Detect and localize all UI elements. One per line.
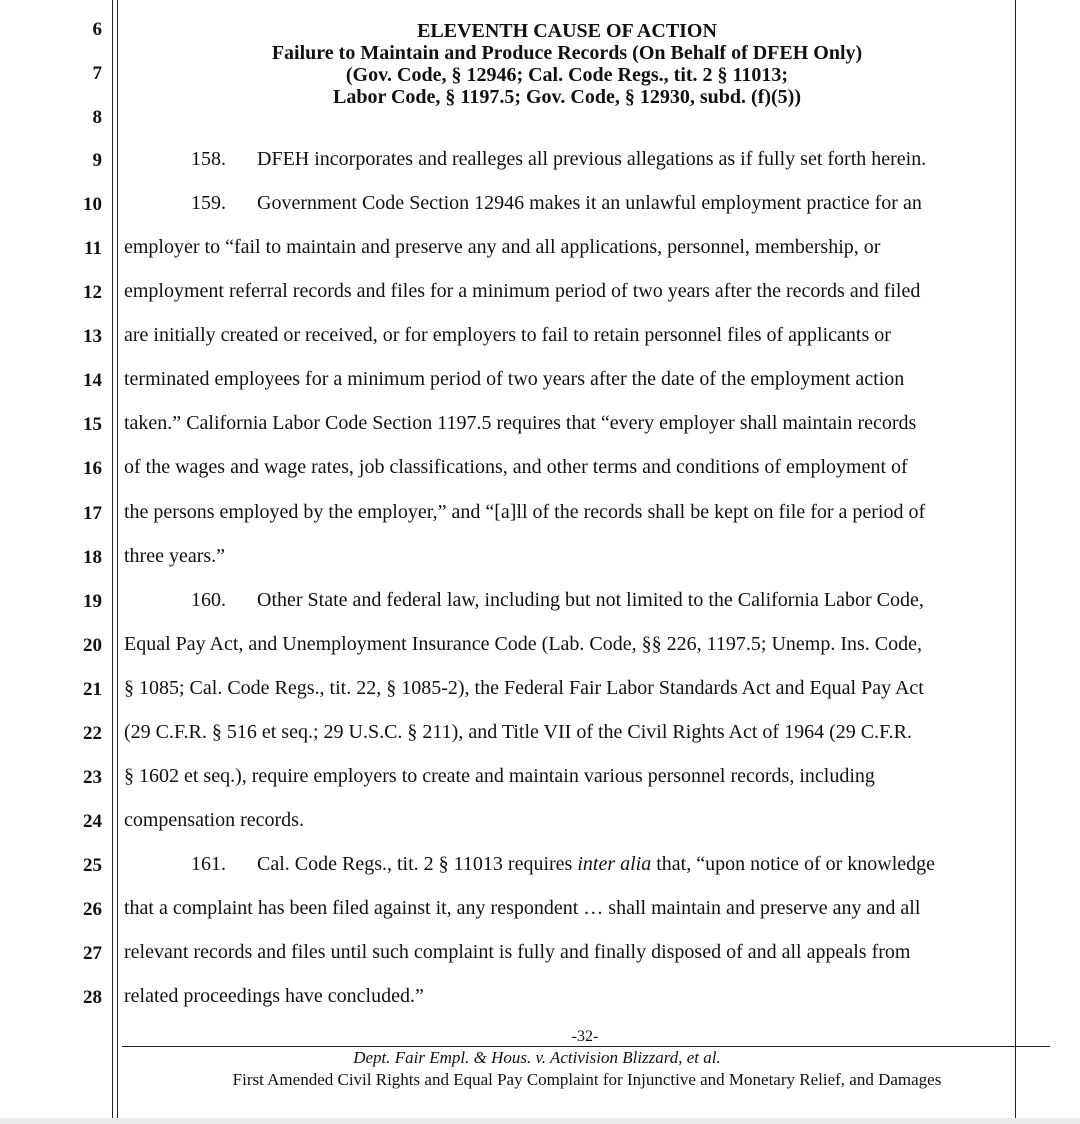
line-number: 13 <box>83 326 102 347</box>
document-title: First Amended Civil Rights and Equal Pay Complaint for Injunctive and Monetary Relief, and Damages <box>232 1070 942 1089</box>
line-number: 23 <box>83 767 102 788</box>
statute-citation-line-2: Labor Code, § 1197.5; Gov. Code, § 12930, subd. (f)(5)) <box>333 86 801 108</box>
paragraph-text-line: § 1085; Cal. Code Regs., tit. 22, § 1085-2), the Federal Fair Labor Standards Act and Equal Pay Act <box>124 677 924 699</box>
line-number: 14 <box>83 370 102 391</box>
line-number: 18 <box>83 547 102 568</box>
paragraph-number: 160. <box>191 589 226 611</box>
statute-citation-line-1: (Gov. Code, § 12946; Cal. Code Regs., tit. 2 § 11013; <box>345 64 789 86</box>
paragraph-text-line: § 1602 et seq.), require employers to create and maintain various personnel records, including <box>124 765 875 787</box>
line-number: 15 <box>83 414 102 435</box>
paragraph-text-line: Equal Pay Act, and Unemployment Insurance Code (Lab. Code, §§ 226, 1197.5; Unemp. Ins. Code, <box>124 633 922 655</box>
paragraph-text-line: (29 C.F.R. § 516 et seq.; 29 U.S.C. § 211), and Title VII of the Civil Rights Act of 1964 (29 C.F.R. <box>124 721 912 743</box>
paragraph-161 <box>124 853 935 875</box>
line-number: 6 <box>92 19 102 40</box>
latin-term: inter alia <box>577 853 652 875</box>
cause-of-action-title: ELEVENTH CAUSE OF ACTION <box>417 20 717 42</box>
paragraph-text-line: related proceedings have concluded.” <box>124 985 424 1007</box>
line-number: 17 <box>83 503 102 524</box>
paragraph-text-line: are initially created or received, or for employers to fail to retain personnel files of applicants or <box>124 324 891 346</box>
paragraph-number: 159. <box>191 192 226 214</box>
paragraph-text-line: of the wages and wage rates, job classifications, and other terms and conditions of employment of <box>124 456 908 478</box>
line-number: 10 <box>83 194 102 215</box>
paragraph-number: 158. <box>191 148 226 170</box>
line-number: 20 <box>83 635 102 656</box>
paragraph-text: Government Code Section 12946 makes it an unlawful employment practice for an <box>257 192 922 214</box>
case-caption: Dept. Fair Empl. & Hous. v. Activision Blizzard, et al. <box>353 1048 721 1067</box>
paragraph-text-line: employment referral records and files for a minimum period of two years after the records and filed <box>124 280 921 302</box>
page-number: -32- <box>571 1028 599 1045</box>
right-margin-rule <box>1015 0 1016 1124</box>
line-number: 9 <box>92 150 102 171</box>
paragraph-text: that, “upon notice of or knowledge <box>651 853 936 875</box>
paragraph-text: Cal. Code Regs., tit. 2 § 11013 requires <box>257 853 578 875</box>
paragraph-text: Other State and federal law, including but not limited to the California Labor Code, <box>257 589 924 611</box>
line-number: 16 <box>83 458 102 479</box>
paragraph-text-line: the persons employed by the employer,” and “[a]ll of the records shall be kept on file for a period of <box>124 501 926 523</box>
line-number: 27 <box>83 943 102 964</box>
line-number: 8 <box>92 107 102 128</box>
page-edge <box>0 1118 1080 1124</box>
line-number: 22 <box>83 723 102 744</box>
line-number: 28 <box>83 987 102 1008</box>
line-number: 12 <box>83 282 102 303</box>
paragraph-number: 161. <box>191 853 226 875</box>
line-number: 25 <box>83 855 102 876</box>
paragraph-text-line: that a complaint has been filed against it, any respondent … shall maintain and preserve any and all <box>124 897 921 919</box>
line-number: 7 <box>92 63 102 84</box>
paragraph-159 <box>124 192 922 214</box>
left-margin-rule-inner <box>117 0 118 1124</box>
line-number: 11 <box>84 238 102 259</box>
paragraph-158 <box>124 148 926 170</box>
line-number: 26 <box>83 899 102 920</box>
paragraph-text-line: three years.” <box>124 545 226 567</box>
cause-of-action-subtitle: Failure to Maintain and Produce Records (On Behalf of DFEH Only) <box>271 42 863 64</box>
paragraph-text-line: employer to “fail to maintain and preserve any and all applications, personnel, membership, or <box>124 236 881 258</box>
left-margin-rule <box>112 0 113 1124</box>
line-number: 24 <box>83 811 102 832</box>
paragraph-text: DFEH incorporates and realleges all previous allegations as if fully set forth herein. <box>257 148 927 170</box>
paragraph-text-line: compensation records. <box>124 809 304 831</box>
line-number: 19 <box>83 591 102 612</box>
paragraph-160 <box>124 589 924 611</box>
line-number: 21 <box>83 679 102 700</box>
paragraph-text-line: taken.” California Labor Code Section 1197.5 requires that “every employer shall maintain records <box>124 412 917 434</box>
paragraph-text-line: terminated employees for a minimum period of two years after the date of the employment action <box>124 368 905 390</box>
paragraph-text-line: relevant records and files until such complaint is fully and finally disposed of and all appeals from <box>124 941 911 963</box>
